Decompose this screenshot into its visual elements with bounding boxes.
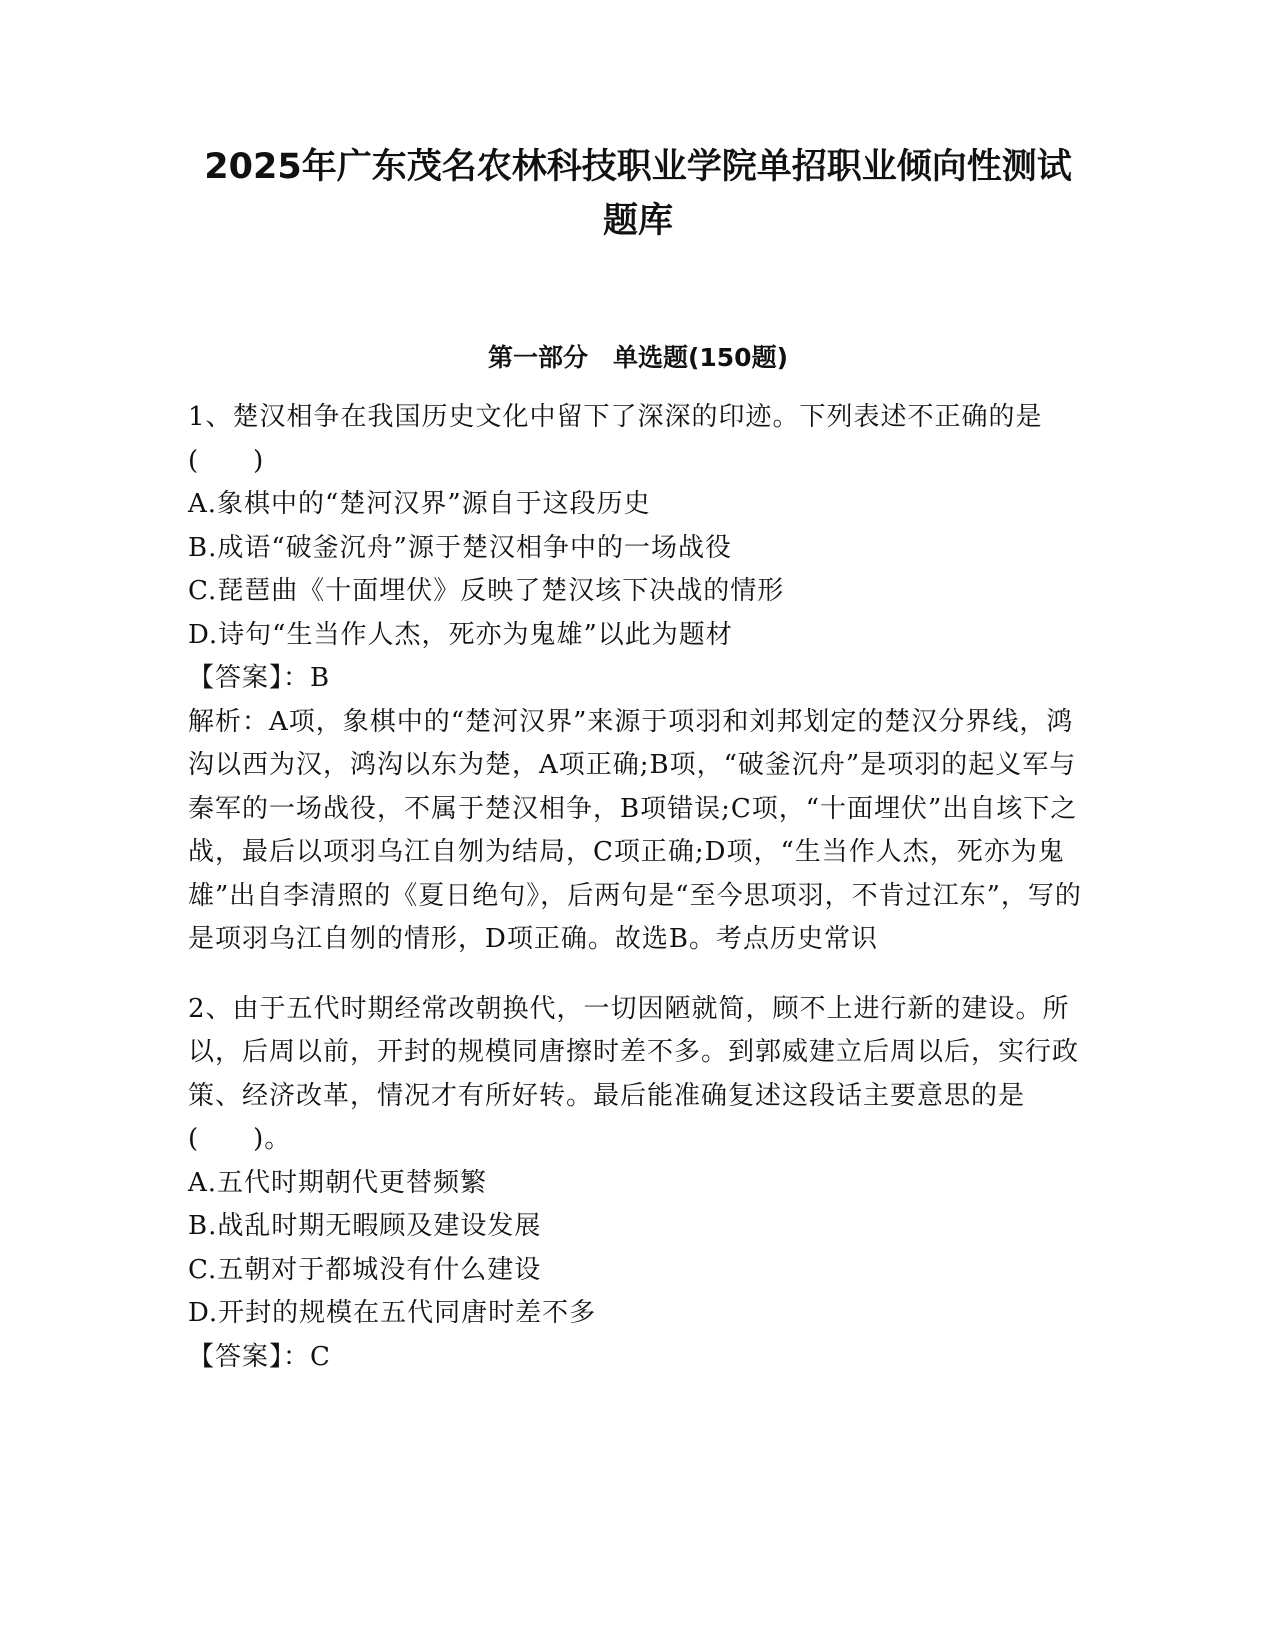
question-1: [188, 396, 1088, 962]
question-list: [188, 396, 1088, 1379]
document-title: 2025年广东茂名农林科技职业学院单招职业倾向性测试题库: [204, 147, 1072, 241]
document-page: [188, 140, 1088, 1405]
option-d: D.诗句“生当作人杰，死亦为鬼雄”以此为题材: [188, 619, 733, 650]
option-a: A.五代时期朝代更替频繁: [188, 1167, 488, 1198]
section-heading: 第一部分 单选题(150题): [487, 343, 789, 372]
answer-line: 【答案】：C: [188, 1341, 331, 1372]
option-b: B.成语“破釜沉舟”源于楚汉相争中的一场战役: [188, 532, 732, 563]
option-c: C.琵琶曲《十面埋伏》反映了楚汉垓下决战的情形: [188, 576, 785, 606]
question-2: [188, 988, 1088, 1380]
question-stem: 2、由于五代时期经常改朝换代，一切因陋就简，顾不上进行新的建设。所以，后周以前，开封的规模同唐擦时差不多。到郭威建立后周以后，实行政策、经济改革，情况才有所好转。最后能准确复述这段话主要意思的是( )。: [188, 993, 1080, 1154]
answer-line: 【答案】：B: [188, 663, 331, 693]
option-d: D.开封的规模在五代同唐时差不多: [188, 1298, 597, 1328]
analysis-text: 解析：A项，象棋中的“楚河汉界”来源于项羽和刘邦划定的楚汉分界线，鸿沟以西为汉，鸿沟以东为楚，A项正确;B项，“破釜沉舟”是项羽的起义军与秦军的一场战役，不属于楚汉相争，B项错误;C项，“十面埋伏”出自垓下之战，最后以项羽乌江自刎为结局，C项正确;D项，“生当作人杰，死亦为鬼雄”出自李清照的《夏日绝句》，后两句是“至今思项羽，不肯过江东”，写的是项羽乌江自刎的情形，D项正确。故选B。考点历史常识: [188, 706, 1082, 954]
option-b: B.战乱时期无暇顾及建设发展: [188, 1211, 542, 1241]
option-a: A.象棋中的“楚河汉界”源自于这段历史: [188, 489, 651, 519]
question-stem: 1、楚汉相争在我国历史文化中留下了深深的印迹。下列表述不正确的是( ): [188, 402, 1043, 476]
option-c: C.五朝对于都城没有什么建设: [188, 1254, 542, 1285]
